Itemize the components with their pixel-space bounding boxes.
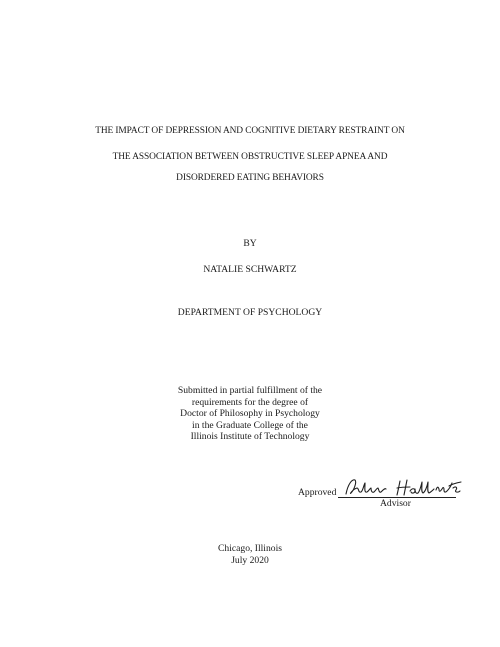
location: Chicago, Illinois (218, 543, 282, 554)
statement-line-3: Doctor of Philosophy in Psychology (180, 408, 320, 419)
statement-line-1: Submitted in partial fulfillment of the (177, 385, 323, 396)
approved-label: Approved (298, 487, 337, 498)
statement-line-4: in the Graduate College of the (192, 419, 308, 431)
author-name: NATALIE SCHWARTZ (203, 264, 297, 275)
title-line-1: THE IMPACT OF DEPRESSION AND COGNITIVE DIETARY RESTRAINT ON (95, 126, 405, 136)
title-line-2: THE ASSOCIATION BETWEEN OBSTRUCTIVE SLEEP APNEA AND (112, 152, 388, 162)
submission-date: July 2020 (231, 555, 269, 566)
statement-line-2: requirements for the degree of (191, 396, 309, 408)
department-name: DEPARTMENT OF PSYCHOLOGY (177, 307, 323, 318)
by-label: BY (243, 238, 257, 249)
title-line-3: DISORDERED EATING BEHAVIORS (176, 173, 324, 183)
advisor-label: Advisor (380, 498, 411, 509)
statement-line-5: Illinois Institute of Technology (190, 431, 310, 442)
